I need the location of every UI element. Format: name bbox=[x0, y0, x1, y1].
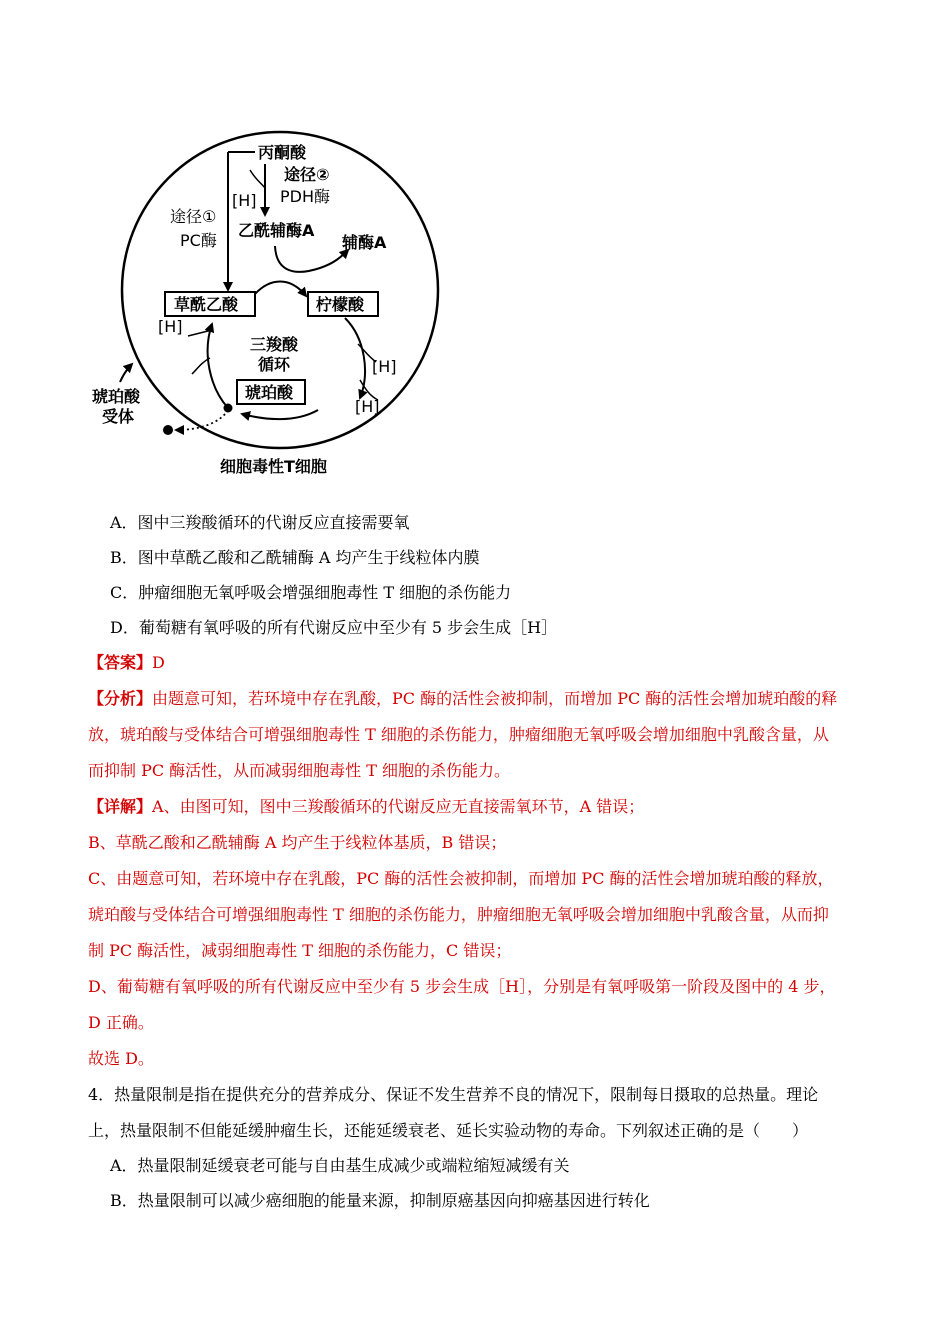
question4-option-b: B．热量限制可以减少癌细胞的能量来源，抑制原癌基因向抑癌基因进行转化 bbox=[110, 1191, 650, 1210]
h-label-1: [H] bbox=[232, 191, 257, 210]
detail-line-2: B、草酰乙酸和乙酰辅酶 A 均产生于线粒体基质，B 错误； bbox=[88, 833, 507, 852]
coa-label: 辅酶A bbox=[342, 233, 387, 252]
detail-line-5: 制 PC 酶活性，减弱细胞毒性 T 细胞的杀伤能力，C 错误； bbox=[88, 941, 512, 960]
detail-text-1: A、由图可知，图中三羧酸循环的代谢反应无直接需氧环节，A 错误； bbox=[152, 797, 645, 816]
detail-line-7: D 正确。 bbox=[88, 1013, 154, 1032]
tca-cycle-right bbox=[345, 318, 365, 398]
option-a: A．图中三羧酸循环的代谢反应直接需要氧 bbox=[110, 513, 410, 532]
route1-label: 途径① bbox=[170, 207, 217, 226]
detail-line-1 bbox=[88, 796, 644, 818]
tca-label-1: 三羧酸 bbox=[250, 335, 299, 354]
tca-cycle-left bbox=[208, 324, 228, 408]
h-label-2: [H] bbox=[372, 357, 397, 376]
succinate-label: 琥珀酸 bbox=[245, 383, 294, 402]
coa-arrow bbox=[275, 246, 348, 272]
h-label-3: [H] bbox=[355, 397, 380, 416]
analysis-line-3: 而抑制 PC 酶活性，从而减弱细胞毒性 T 细胞的杀伤能力。 bbox=[88, 761, 511, 780]
route2-label: 途径② bbox=[284, 165, 330, 184]
analysis-tag: 【分析】 bbox=[88, 689, 153, 708]
oxaloacetate-label: 草酰乙酸 bbox=[174, 295, 239, 314]
tca-label-2: 循环 bbox=[258, 355, 291, 374]
receptor-label-2: 受体 bbox=[102, 407, 135, 426]
analysis-text-1: 由题意可知，若环境中存在乳酸，PC 酶的活性会被抑制，而增加 PC 酶的活性会增加琥珀酸的释 bbox=[152, 689, 838, 708]
question4-line-2: 上，热量限制不但能延缓肿瘤生长，还能延缓衰老、延长实验动物的寿命。下列叙述正确的是（ ） bbox=[88, 1121, 809, 1140]
citrate-label: 柠檬酸 bbox=[316, 295, 365, 314]
answer-line bbox=[88, 652, 165, 674]
pyruvate-label: 丙酮酸 bbox=[258, 143, 307, 162]
acetyl-coa-label: 乙酰辅酶A bbox=[238, 221, 315, 240]
detail-line-6: D、葡萄糖有氧呼吸的所有代谢反应中至少有 5 步会生成［H］，分别是有氧呼吸第一阶段及图中的 4 步， bbox=[88, 977, 836, 996]
pc-enzyme-label: PC酶 bbox=[180, 231, 217, 250]
analysis-line-1 bbox=[88, 688, 837, 710]
detail-line-3: C、由题意可知，若环境中存在乳酸，PC 酶的活性会被抑制，而增加 PC 酶的活性会增加琥珀酸的释放， bbox=[88, 869, 834, 888]
pdh-enzyme-label: PDH酶 bbox=[280, 187, 331, 206]
answer-text: D bbox=[152, 653, 165, 672]
h-label-4: [H] bbox=[158, 317, 183, 336]
option-c: C．肿瘤细胞无氧呼吸会增强细胞毒性 T 细胞的杀伤能力 bbox=[110, 583, 512, 602]
question4-line-1: 4．热量限制是指在提供充分的营养成分、保证不发生营养不良的情况下，限制每日摄取的总热量。理论 bbox=[88, 1085, 819, 1104]
option-d: D．葡萄糖有氧呼吸的所有代谢反应中至少有 5 步会生成［H］ bbox=[110, 618, 558, 637]
receptor-label-1: 琥珀酸 bbox=[92, 387, 141, 406]
detail-line-4: 琥珀酸与受体结合可增强细胞毒性 T 细胞的杀伤能力，肿瘤细胞无氧呼吸会增加细胞中乳酸含量，从而抑 bbox=[88, 905, 829, 924]
metabolism-diagram bbox=[80, 118, 460, 488]
detail-tag: 【详解】 bbox=[88, 797, 153, 816]
analysis-line-2: 放，琥珀酸与受体结合可增强细胞毒性 T 细胞的杀伤能力，肿瘤细胞无氧呼吸会增加细胞中乳酸含量，从 bbox=[88, 725, 829, 744]
answer-tag: 【答案】 bbox=[88, 653, 153, 672]
option-b: B．图中草酰乙酸和乙酰辅酶 A 均产生于线粒体内膜 bbox=[110, 548, 480, 567]
question4-option-a: A．热量限制延缓衰老可能与自由基生成减少或端粒缩短减缓有关 bbox=[110, 1156, 570, 1175]
conclusion-line: 故选 D。 bbox=[88, 1049, 154, 1068]
cell-label: 细胞毒性T细胞 bbox=[220, 457, 327, 476]
